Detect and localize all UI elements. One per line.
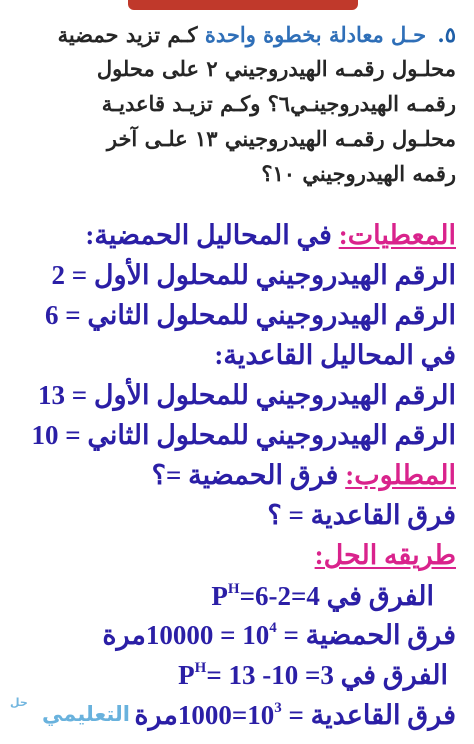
- question-line-2: محلـول رقمـه الهيدروجيني ٢ على محلول: [96, 56, 456, 81]
- question-number: ٥.: [437, 22, 456, 47]
- logo-text: التعليمي: [42, 702, 130, 726]
- step-2-exponent: 4: [269, 620, 277, 636]
- step-1: [14, 583, 434, 610]
- step-3-label: الفرق في: [340, 660, 448, 690]
- question-highlight: حـل معادلة بخطوة واحدة: [204, 22, 427, 47]
- step-4-text: فرق القاعدية = 10: [247, 700, 456, 730]
- question-line-1: [14, 24, 456, 45]
- base-solution-2: الرقم الهيدروجيني للمحلول الثاني = 10: [31, 420, 456, 450]
- step-2: [14, 622, 456, 649]
- acid-solution-2: الرقم الهيدروجيني للمحلول الثاني = 6: [44, 300, 456, 330]
- step-4-result: =1000مرة: [134, 700, 248, 730]
- ph-symbol: $P^H$: [211, 581, 240, 611]
- step-4: [134, 700, 456, 730]
- method-label: طريقه الحل:: [314, 540, 456, 570]
- step-3: [14, 662, 448, 689]
- required-acidity: فرق الحمضية =؟: [151, 460, 339, 490]
- base-heading: في المحاليل القاعدية:: [214, 340, 456, 370]
- question-text-1: كـم تزيد حمضية: [57, 22, 198, 47]
- step-4-exponent: 3: [274, 700, 282, 716]
- question-line-5: رقمه الهيدروجيني ١٠؟: [261, 161, 456, 186]
- required-line-2: فرق القاعدية = ؟: [267, 500, 456, 530]
- ph-symbol-2: $P^H$: [178, 660, 207, 690]
- site-logo: [6, 696, 138, 736]
- question-line-3: رقمـه الهيدروجينـي٦؟ وكـم تزيـد قاعديـة: [101, 91, 456, 116]
- givens-label: المعطيات:: [338, 220, 456, 250]
- base-solution-1: الرقم الهيدروجيني للمحلول الأول = 13: [38, 380, 456, 410]
- required-line-1: [14, 462, 456, 489]
- acid-solution-1: الرقم الهيدروجيني للمحلول الأول = 2: [51, 260, 456, 290]
- step-2-result: = 10000مرة: [102, 620, 243, 650]
- givens-heading: [14, 222, 456, 249]
- step-1-label: الفرق في: [326, 581, 434, 611]
- acid-heading: في المحاليل الحمضية:: [85, 220, 332, 250]
- step-1-calc: =6-2=4: [239, 581, 320, 611]
- step-3-calc: = 13 -10 =3: [206, 660, 334, 690]
- question-line-4: محلـول رقمـه الهيدروجيني ١٣ علـى آخر: [106, 126, 456, 151]
- logo-small-text: حل: [10, 696, 28, 709]
- step-2-text: فرق الحمضية = 10: [242, 620, 456, 650]
- required-label: المطلوب:: [345, 460, 456, 490]
